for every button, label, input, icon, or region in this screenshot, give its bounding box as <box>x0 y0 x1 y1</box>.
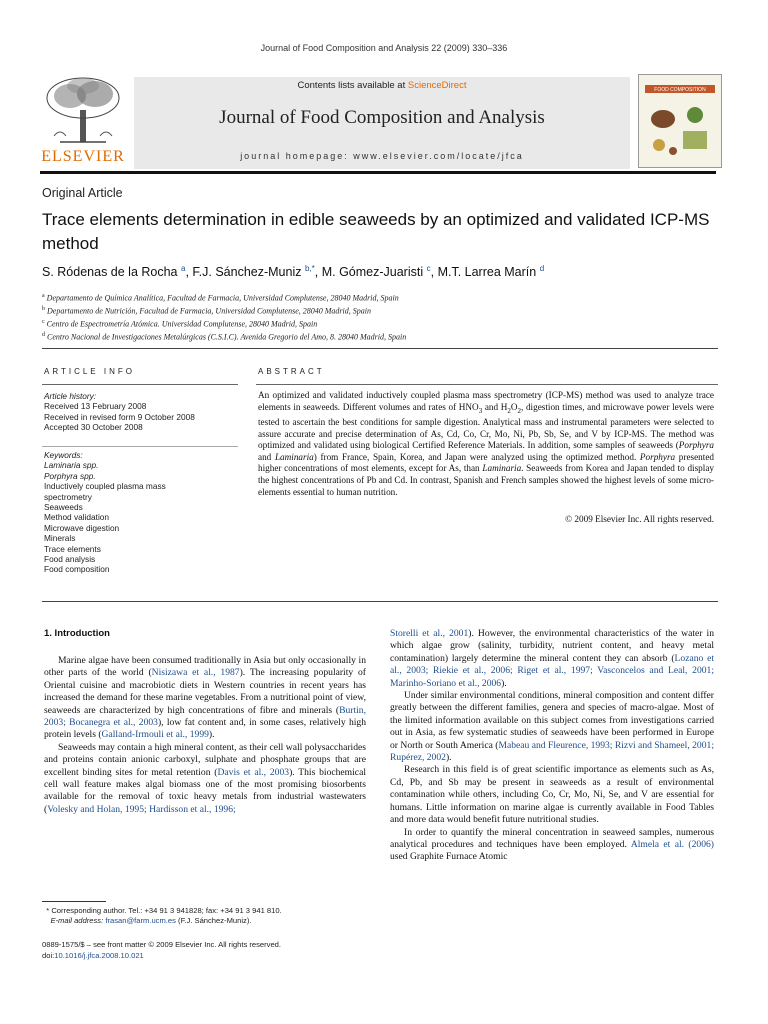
abstract-part: and <box>258 451 275 462</box>
keywords-list <box>44 450 244 575</box>
intro-paragraph: Research in this field is of great scientific importance as elements such as As, Cd, Pb, and Sb may be present in seaweeds as a result of environmental contamination while others, including Co, Cr, Mo, Ni, Se, and V are essential for humans. Little information on marine algae is currently available in Food Tables and more data would benefit future nutritional studies. <box>390 764 714 826</box>
citation-link[interactable]: Almela et al. (2006) <box>630 838 714 850</box>
article-history <box>44 391 244 433</box>
affiliation-text: Centro Nacional de Investigaciones Metalúrgicas (C.S.I.C). Avenida Gregorio del Amo, 8. 28040 Madrid, Spain <box>47 332 407 342</box>
author-separator: , <box>185 265 193 280</box>
author-affil-sup[interactable]: c <box>426 264 431 273</box>
email-link[interactable]: frasan@farm.ucm.es <box>105 916 176 926</box>
citation-link[interactable]: Storelli et al., 2001 <box>390 628 469 639</box>
text-run: Marine algae have been consumed traditionally in Asia but only occasionally in other parts of the world ( <box>44 655 366 679</box>
citation-link[interactable]: Galland-Irmouli et al., 1999 <box>101 729 209 741</box>
abstract-species: Porphyra <box>678 440 714 451</box>
keyword-item: spectrometry <box>44 491 92 502</box>
citation-link[interactable]: Volesky and Holan, 1995; Hardisson et al., 1996; <box>47 803 236 815</box>
author-name[interactable]: F.J. Sánchez-Muniz <box>192 265 302 280</box>
keyword-item: Method validation <box>44 512 110 523</box>
keyword-item: Microwave digestion <box>44 522 120 533</box>
text-run: ). <box>445 752 452 764</box>
abstract-subscript: 2 <box>517 406 522 415</box>
affiliation-sup: c <box>42 318 45 325</box>
affiliation-item <box>42 330 406 343</box>
keywords-rule <box>42 446 238 447</box>
footnote-line <box>42 906 372 916</box>
history-item: Accepted 30 October 2008 <box>44 422 143 433</box>
header-rule <box>40 171 716 174</box>
text-run: ). <box>208 729 215 741</box>
introduction-heading: 1. Introduction <box>44 628 110 639</box>
abstract-species: Porphyra <box>639 451 676 462</box>
author-name[interactable]: S. Ródenas de la Rocha <box>42 265 178 280</box>
abstract-part: ) from France, Spain, Korea, and Japan were analyzed using the optimized method. <box>313 451 640 462</box>
affiliation-text: Departamento de Nutrición, Facultad de Farmacia, Universidad Complutense, 28040 Madrid, Spain <box>47 306 371 316</box>
journal-cover-image[interactable] <box>638 74 722 168</box>
issn-line: 0889-1575/$ – see front matter © 2009 Elsevier Inc. All rights reserved. <box>42 940 282 949</box>
history-label: Article history: <box>44 391 97 401</box>
abstract-species: Laminaria <box>274 451 314 462</box>
keyword-item: Porphyra spp. <box>44 470 96 481</box>
intro-paragraph <box>390 690 714 764</box>
intro-paragraph <box>44 742 366 816</box>
intro-paragraph <box>390 628 714 690</box>
footnote-star: * <box>46 906 50 915</box>
doi-line <box>42 950 372 961</box>
author-name[interactable]: M. Gómez-Juaristi <box>321 265 424 280</box>
section-rule-bottom <box>42 601 718 602</box>
affiliation-text: Centro de Espectrometría Atómica. Universidad Complutense, 28040 Madrid, Spain <box>46 319 318 329</box>
history-item: Received in revised form 9 October 2008 <box>44 411 195 422</box>
abstract-subscript: 2 <box>507 406 511 415</box>
intro-paragraph <box>390 827 714 864</box>
text-run: ), low fat content and, in some cases, relatively high protein levels ( <box>44 717 367 741</box>
keywords-label: Keywords: <box>44 450 83 460</box>
author-separator: , <box>430 265 438 280</box>
footnote-rule <box>42 901 106 902</box>
abstract-rule <box>256 384 718 385</box>
text-run: Seaweeds may contain a high mineral content, as their cell wall polysaccharides and proteins contain anionic carboxyl, sulphate and phosphate groups that are excellent binding sites for metal retention ( <box>44 741 366 778</box>
article-info-rule <box>42 384 238 385</box>
text-run: ). This biochemical cell wall feature makes algal biomass one of the most promising biosorbents available for the removal of toxic heavy metals from industrial wastewaters ( <box>44 766 366 815</box>
footnote-line <box>42 916 372 926</box>
affiliation-sup: d <box>42 331 45 338</box>
keyword-item: Minerals <box>44 533 76 544</box>
journal-homepage[interactable]: journal homepage: www.elsevier.com/locate/jfca <box>240 151 524 161</box>
text-run: ). The increasing popularity of Oriental cuisine and macrobiotic diets in Western countries in recent years has increased the demand for these marine vegetables. From a nutritional point of view, seaweeds are characterized by high concentrations of fibre and minerals ( <box>44 667 366 716</box>
abstract-part: presented higher concentrations of most elements, except for As, than <box>258 451 715 474</box>
article-type: Original Article <box>42 186 123 200</box>
author-affil-sup[interactable]: a <box>181 264 186 273</box>
journal-citation-line: Journal of Food Composition and Analysis 22 (2009) 330–336 <box>260 43 508 53</box>
elsevier-wordmark: ELSEVIER <box>41 148 125 165</box>
text-run: ). <box>501 677 507 689</box>
abstract-subscript: 3 <box>478 406 483 415</box>
author-separator: , <box>314 265 322 280</box>
keyword-item: Seaweeds <box>44 502 83 513</box>
corresponding-author-footnote <box>42 906 372 927</box>
section-rule-top <box>42 348 718 349</box>
abstract-part: O <box>510 401 518 412</box>
text-run: In order to quantify the mineral concentration in seaweed samples, numerous analytical procedures and techniques have been employed. <box>390 826 714 850</box>
footnote-text: Corresponding author. Tel.: +34 91 3 941828; fax: +34 91 3 941 810. <box>49 906 282 915</box>
keyword-item: Trace elements <box>44 543 101 554</box>
author-list <box>42 264 544 279</box>
doi-link[interactable]: 10.1016/j.jfca.2008.10.021 <box>54 951 144 960</box>
text-run: ). However, the environmental characteristics of the water in which algae grow (salinity, turbidity, nutrient content, and heavy metal contamination) largely determine the mineral content they can absorb ( <box>390 628 714 664</box>
abstract-part: An optimized and validated inductively coupled plasma mass spectrometry (ICP-MS) method was used to analyze trace elements in seaweeds. Different volumes and rates of HNO <box>258 390 714 412</box>
citation-link[interactable]: Davis et al., 2003 <box>217 766 290 778</box>
affiliation-text: Departamento de Química Analítica, Facultad de Farmacia, Universidad Complutense, 28040 Madrid, Spain <box>46 293 399 303</box>
text-run: used Graphite Furnace Atomic <box>390 851 508 863</box>
intro-right-column <box>390 628 714 864</box>
sciencedirect-link[interactable]: ScienceDirect <box>407 80 467 91</box>
email-suffix: (F.J. Sánchez-Muniz). <box>175 916 252 926</box>
intro-left-column <box>44 655 366 816</box>
abstract-part: , digestion times, and microwave power levels were tested to ascertain the best conditions for sample digestion. Analytical mass and instrumental parameters were selected to assure accurate and precise determination of As, Cd, Co, Cr, Mo, Ni, Pb, Sb, Se, and V by ICP-MS. The method was optimized and validated using biological Certified Reference Materials. In addition, some samples of seaweeds ( <box>258 401 715 451</box>
citation-link[interactable]: Nisizawa et al., 1987 <box>151 667 240 679</box>
keyword-item: Food analysis <box>44 554 96 565</box>
affiliation-item <box>42 291 406 304</box>
citation-link[interactable]: Lozano et al., 2003; Riekie et al., 2006; Riget et al., 1997; Vasconcelos and Leal, 2001; Marinho-Soriano et al., 2006 <box>390 652 714 689</box>
abstract-part: . Seaweeds from Korea and Japan tended to display the highest concentrations of Pb and Cd. In contrast, Spanish and French samples showed the highest levels of some micro-elements essential to human nutrition. <box>258 463 714 497</box>
contents-prefix: Contents lists available at <box>297 80 408 91</box>
affiliation-sup: b <box>42 305 45 312</box>
doi-prefix: doi: <box>42 951 55 960</box>
author-affil-sup[interactable]: b,* <box>304 264 315 273</box>
article-title: Trace elements determination in edible seaweeds by an optimized and validated ICP-MS method <box>42 210 710 253</box>
keyword-item: Laminaria spp. <box>44 460 99 471</box>
affiliation-item <box>42 304 406 317</box>
author-affil-sup[interactable]: d <box>539 264 545 273</box>
contents-available-line <box>134 80 630 91</box>
intro-paragraph <box>44 655 366 742</box>
keyword-item: Inductively coupled plasma mass <box>44 481 166 492</box>
abstract-species: Laminaria <box>482 463 522 474</box>
citation-link[interactable]: Burtin, 2003; Bocanegra et al., 2003 <box>44 704 366 729</box>
email-label: E-mail address: <box>50 916 104 926</box>
article-info-heading: ARTICLE INFO <box>44 367 135 376</box>
affiliations <box>42 291 406 342</box>
affiliation-item <box>42 317 406 330</box>
history-item: Received 13 February 2008 <box>44 401 147 412</box>
author-name[interactable]: M.T. Larrea Marín <box>437 265 537 280</box>
text-run: Under similar environmental conditions, mineral composition and content differ greatly between the different families, genera and species of macro-algae. Most of the limited information available on this subject comes from investigations carried out in Asia, as few systematic studies of seaweeds have been performed in Europe or North or South America ( <box>390 690 714 751</box>
cover-title-text: FOOD COMPOSITION <box>654 87 706 93</box>
affiliation-sup: a <box>42 293 45 299</box>
abstract-text <box>258 390 714 498</box>
front-matter-meta <box>42 939 372 961</box>
abstract-copyright: © 2009 Elsevier Inc. All rights reserved. <box>565 514 714 524</box>
abstract-heading: ABSTRACT <box>258 367 325 376</box>
citation-link[interactable]: Mabeau and Fleurence, 1993; Rizvi and Shameel, 2001; Rupérez, 2002 <box>390 739 714 764</box>
keyword-item: Food composition <box>44 564 110 575</box>
journal-title: Journal of Food Composition and Analysis <box>219 107 545 128</box>
abstract-part: and H <box>482 401 508 412</box>
